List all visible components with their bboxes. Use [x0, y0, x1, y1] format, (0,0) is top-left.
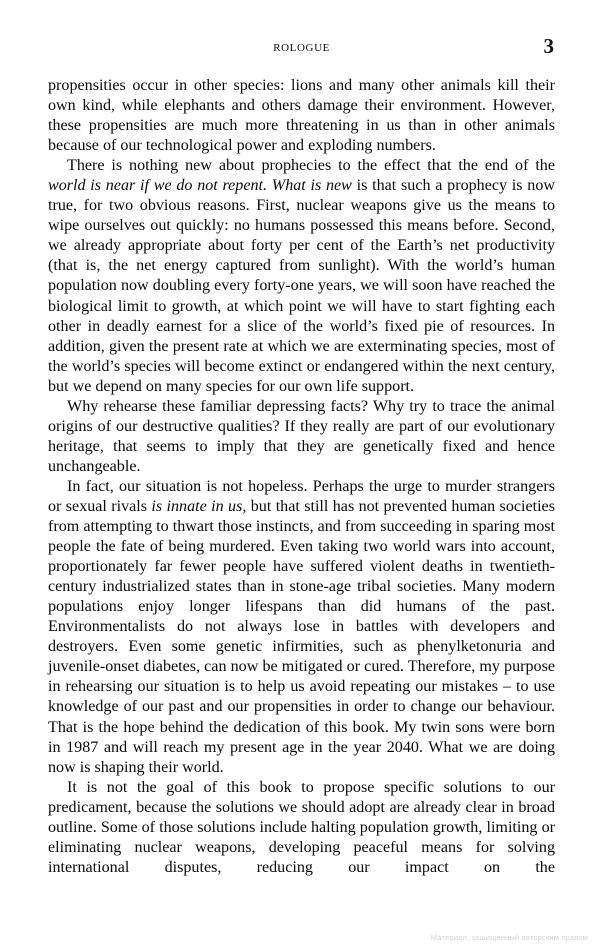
body-text-column [48, 76, 555, 878]
running-head-title: prologue [272, 38, 330, 55]
body-text-run: propensities occur in other species: lions and many other animals kill their own kind, while elephants and others damage their environment. However, these propensities are much more threatening in us than in other animals because of our technological power and exploding numbers. [48, 77, 555, 155]
body-paragraph [48, 397, 555, 477]
body-text-run: Why rehearse these familiar depressing facts? Why try to trace the animal origins of our destructive qualities? If they really are part of our evolutionary heritage, that seems to imply that they are genetically fixed and hence unchangeable. [48, 397, 555, 475]
body-paragraph [48, 156, 555, 397]
body-paragraph [48, 76, 555, 156]
body-paragraph [48, 778, 555, 878]
emphasis-text: is innate in us [151, 497, 243, 515]
copyright-watermark: Материал, защищенный авторским правом [430, 933, 588, 942]
body-text-run: It is not the goal of this book to propose specific solutions to our predicament, because the solutions we should adopt are already clear in broad outline. Some of those solutions include halting population growth, limiting or eliminating nuclear weapons, developing peaceful means for solving international disputes, reducing our impact on the [48, 778, 555, 876]
running-head [48, 34, 554, 62]
body-paragraph [48, 477, 555, 778]
body-text-run: In fact, our situation is not hopeless. Perhaps the urge to murder strangers or sexual rivals [48, 477, 555, 515]
body-text-run: There is nothing new about prophecies to the effect that the end of the [67, 157, 555, 175]
body-text-run: , but that still has not prevented human societies from attempting to thwart those instincts, and from succeeding in sparing most people the fate of being murdered. Even taking two world wars into account, proportionately far fewer people have suffered violent deaths in twentieth-century industrialized states than in stone-age tribal societies. Many modern populations enjoy longer lifespans than did humans of the past. Environmentalists do not always lose in battles with developers and destroyers. Even some genetic infirmities, such as phenylketonuria and juvenile-onset diabetes, can now be mitigated or cured. Therefore, my purpose in rehearsing our situation is to help us avoid repeating our mistakes – to use knowledge of our past and our propensities in order to change our behaviour. That is the hope behind the dedication of this book. My twin sons were born in 1987 and will reach my present age in the year 2040. What we are doing now is shaping their world. [48, 497, 555, 776]
body-text-run: is that such a prophecy is now true, for two obvious reasons. First, nuclear weapons give us the means to wipe ourselves out quickly: no humans possessed this means before. Second, we already appropriate about forty per cent of the Earth’s net productivity (that is, the net energy captured from sunlight). With the world’s human population now doubling every forty-one years, we will soon have reached the biological limit to growth, at which point we will have to start fighting each other in deadly earnest for a slice of the world’s fixed pie of resources. In addition, given the present rate at which we are exterminating species, most of the world’s species will become extinct or endangered within the next century, but we depend on many species for our own life support. [48, 177, 555, 395]
emphasis-text: world is near if we do not repent. What is new [48, 177, 352, 195]
page-number: 3 [543, 34, 554, 58]
